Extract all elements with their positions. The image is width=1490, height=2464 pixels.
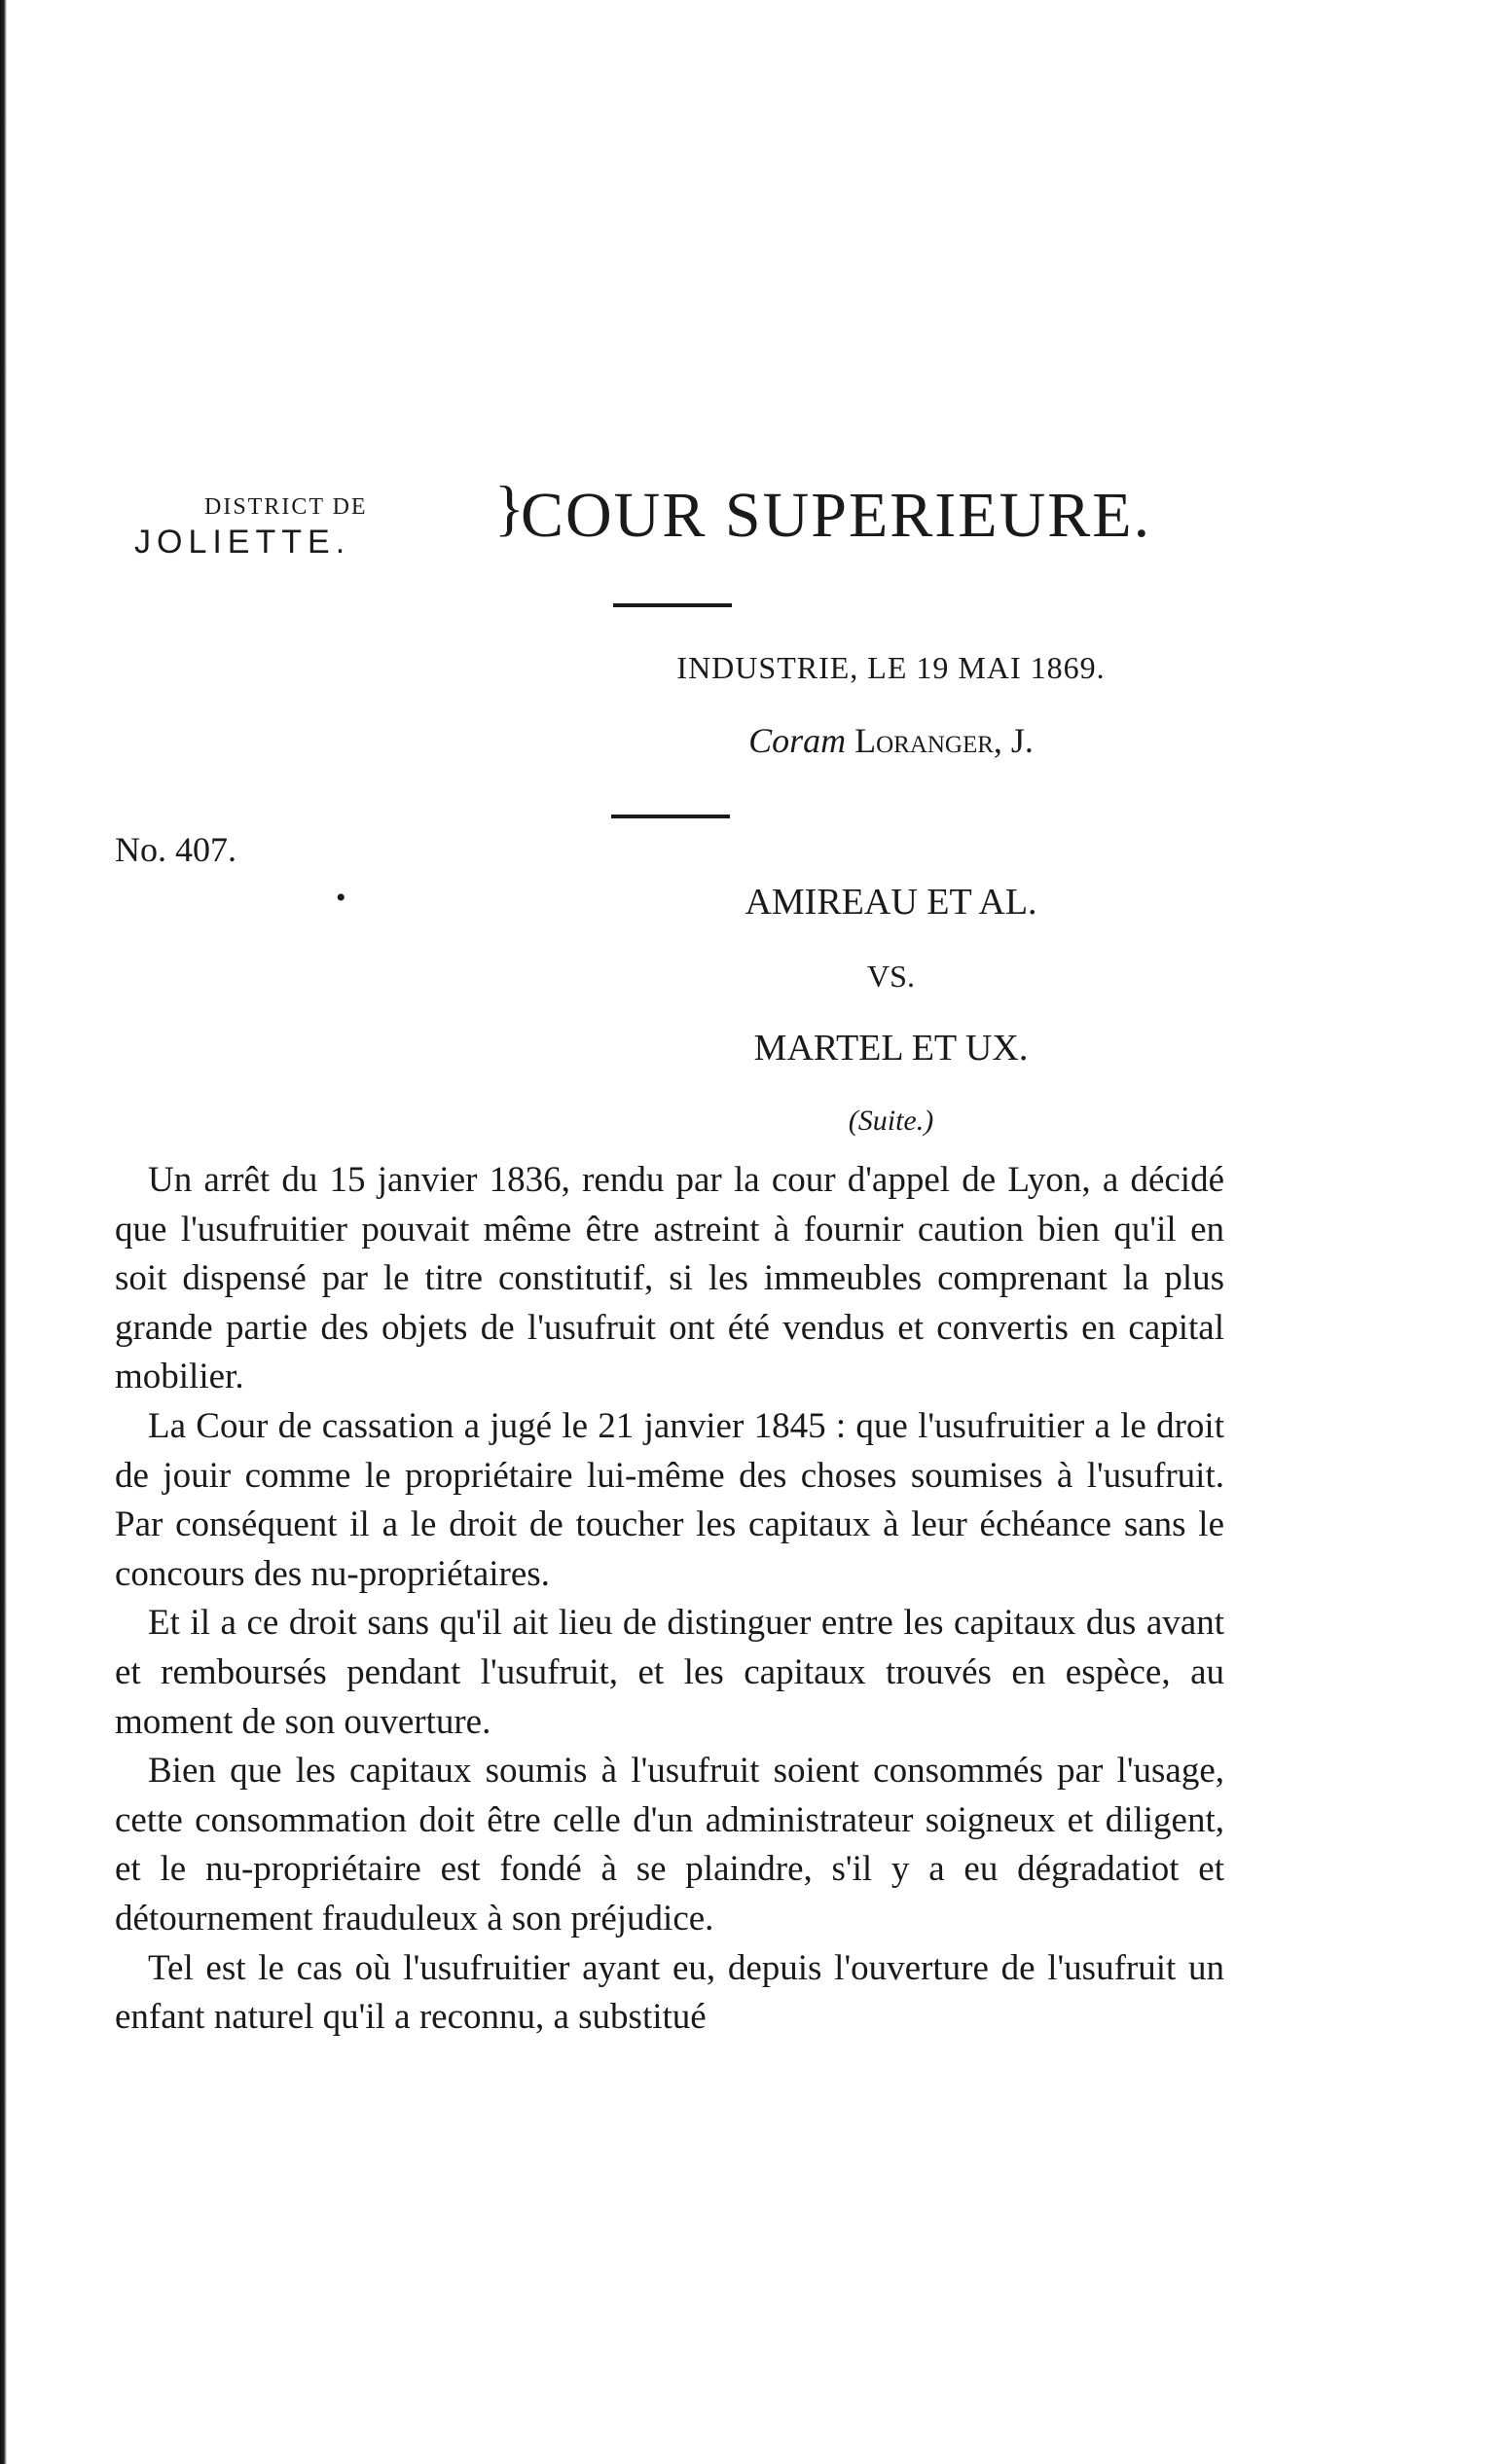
paragraph: Et il a ce droit sans qu'il ait lieu de distinguer entre les capitaux dus avant et remboursés pendant l'usufruit, et les capitaux trouvés en espèce, au moment de son ouverture. [115,1603,1224,1742]
paragraph: Un arrêt du 15 janvier 1836, rendu par la cour d'appel de Lyon, a décidé que l'usufruitier pouvait même être astreint à fournir caution bien qu'il en soit dispensé par le titre constitutif, si les immeubles comprenant la plus grande partie des objets de l'usufruit ont été vendus et convertis en capital mobilier. [115,1160,1224,1397]
defendant-name: MARTEL ET UX. [753,1028,1029,1069]
divider-rule-bottom [611,815,730,818]
continuation-label: (Suite.) [848,1105,934,1137]
paragraph: Tel est le cas où l'usufruitier ayant eu, depuis l'ouverture de l'usufruit un enfant naturel qu'il a reconnu, a substitué [115,1947,1224,2038]
coram-word: Coram [748,721,847,760]
plaintiff-name: AMIREAU ET AL. [745,882,1037,923]
bullet-mark: • [336,882,346,914]
judge-name: Loranger, J. [854,721,1034,760]
body-text [115,1156,1224,2043]
session-place-date: INDUSTRIE, LE 19 MAI 1869. [676,650,1106,685]
coram-line [0,720,1490,761]
divider-rule-top [613,603,732,607]
heading-brace: } [494,473,525,542]
case-number: No. 407. [115,830,236,869]
district-line-2: JOLIETTE. [134,524,351,561]
versus-label: VS. [867,959,915,994]
paragraph: La Cour de cassation a jugé le 21 janvier 1845 : que l'usufruitier a le droit de jouir comme le propriétaire lui-même des choses soumises à l'usufruit. Par conséquent il a le droit de toucher les capitaux à leur échéance sans le concours des nu-propriétaires. [115,1405,1224,1594]
paragraph: Bien que les capitaux soumis à l'usufruit soient consommés par l'usage, cette consommation doit être celle d'un administrateur soigneux et diligent, et le nu-propriétaire est fondé à se plaindre, s'il y a eu dégradatiot et détournement frauduleux à son préjudice. [115,1751,1224,1939]
district-line-1: DISTRICT DE [204,494,368,520]
court-title: COUR SUPERIEURE. [521,480,1152,551]
